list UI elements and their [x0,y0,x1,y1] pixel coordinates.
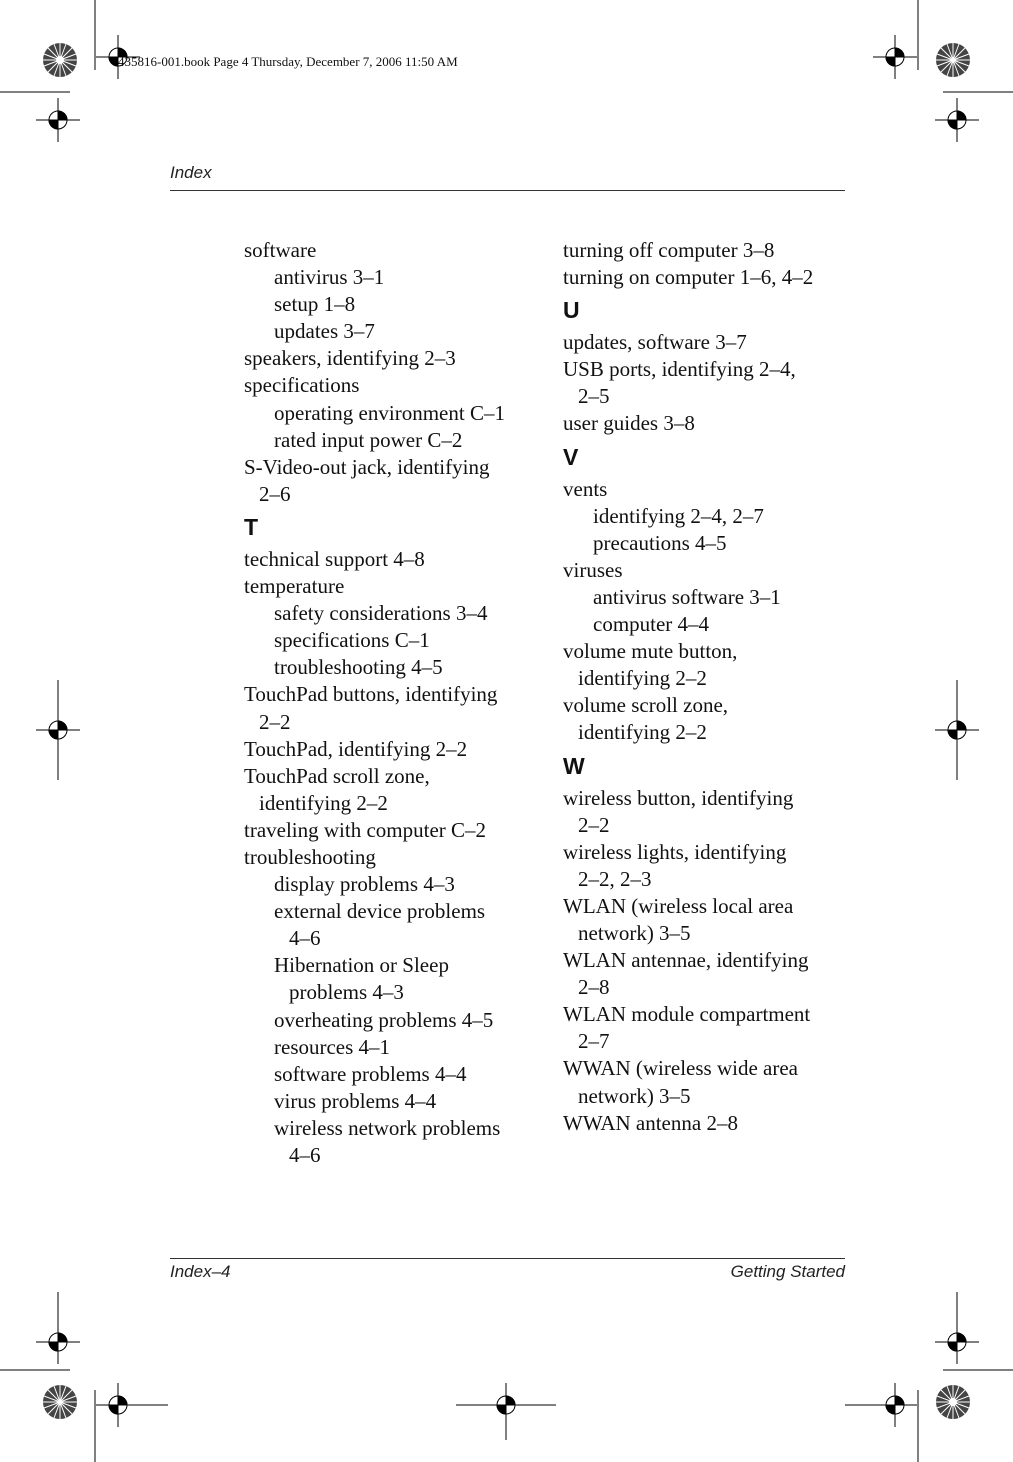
index-entry: S-Video-out jack, identifying [244,454,490,479]
index-entry: TouchPad scroll zone, [244,763,430,788]
index-subentry: rated input power C–2 [274,427,463,452]
index-subentry-continuation: problems 4–3 [289,980,404,1005]
index-entry: WLAN antennae, identifying [563,948,809,973]
index-entry-continuation: network) 3–5 [578,920,691,945]
header-rule [170,190,845,191]
index-subentry: safety considerations 3–4 [274,601,488,626]
index-subentry-continuation: 4–6 [289,926,321,951]
starburst-mark [43,43,77,77]
index-subentry: overheating problems 4–5 [274,1007,494,1032]
index-subentry: specifications C–1 [274,628,430,653]
index-subentry: display problems 4–3 [274,872,455,897]
registration-mark [935,98,979,142]
index-entry: updates, software 3–7 [563,330,747,355]
registration-mark [36,98,80,142]
index-subentry: troubleshooting 4–5 [274,655,443,680]
registration-mark [456,1383,556,1440]
index-subentry: computer 4–4 [593,612,710,637]
index-subentry: resources 4–1 [274,1034,391,1059]
section-letter-t: T [244,513,259,540]
index-entry-continuation: 2–2, 2–3 [578,866,652,891]
index-subentry: antivirus software 3–1 [593,584,781,609]
index-subentry: operating environment C–1 [274,400,505,425]
index-entry: turning off computer 3–8 [563,238,775,262]
section-letter-v: V [563,443,579,470]
registration-mark [36,1292,80,1364]
index-entry-continuation: 2–5 [578,384,610,409]
index-entry: specifications [244,373,360,398]
index-entry: WWAN (wireless wide area [563,1056,798,1081]
index-subentry: software problems 4–4 [274,1061,467,1086]
index-entry: TouchPad buttons, identifying [244,682,498,707]
index-entry: user guides 3–8 [563,411,695,436]
registration-mark [935,1292,979,1364]
footer-rule [170,1258,845,1259]
index-entry: volume mute button, [563,639,738,664]
section-letter-w: W [563,752,585,779]
index-entry-continuation: 2–2 [578,812,610,837]
index-entry-continuation: 2–6 [259,481,291,506]
index-entry: speakers, identifying 2–3 [244,346,456,371]
index-entry: USB ports, identifying 2–4, [563,357,796,382]
registration-mark [935,680,979,780]
page-number: Index–4 [170,1262,231,1281]
index-entry: TouchPad, identifying 2–2 [244,736,468,761]
index-subentry-continuation: 4–6 [289,1143,321,1167]
index-entry: volume scroll zone, [563,693,729,718]
index-entry: troubleshooting [244,844,376,869]
book-title: Getting Started [730,1262,845,1281]
starburst-mark [43,1385,77,1419]
index-entry: temperature [244,574,345,599]
index-entry: software [244,238,317,262]
print-slug: 435816-001.book Page 4 Thursday, December 7, 2006 11:50 AM [118,54,458,69]
index-entry: wireless lights, identifying [563,839,787,864]
index-entry-continuation: identifying 2–2 [259,790,388,815]
index-entry: traveling with computer C–2 [244,817,487,842]
index-entry: viruses [563,557,623,582]
index-entry: WLAN (wireless local area [563,893,794,918]
index-subentry: external device problems [274,899,486,924]
index-subentry: identifying 2–4, 2–7 [593,503,764,528]
index-subentry: setup 1–8 [274,292,356,317]
registration-mark [845,1383,917,1427]
index-entry: wireless button, identifying [563,785,794,810]
index-subentry: wireless network problems [274,1115,501,1140]
index-entry: vents [563,476,608,501]
index-entry: technical support 4–8 [244,546,425,571]
index-entry: WLAN module compartment [563,1002,811,1027]
index-column-left [244,237,534,1169]
starburst-mark [936,43,970,77]
index-subentry: antivirus 3–1 [274,265,385,290]
index-entry-continuation: network) 3–5 [578,1083,691,1108]
running-header: Index [170,163,212,182]
registration-mark [36,680,80,780]
index-subentry: precautions 4–5 [593,530,727,555]
index-column-right [563,237,853,1137]
index-entry: turning on computer 1–6, 4–2 [563,265,814,290]
index-subentry: virus problems 4–4 [274,1088,437,1113]
index-entry-continuation: 2–7 [578,1029,610,1054]
index-entry-continuation: 2–8 [578,975,610,1000]
registration-mark [873,35,917,79]
section-letter-u: U [563,297,580,324]
starburst-mark [936,1385,970,1419]
index-entry-continuation: identifying 2–2 [578,720,707,745]
index-entry-continuation: identifying 2–2 [578,666,707,691]
index-entry: WWAN antenna 2–8 [563,1110,738,1135]
index-entry-continuation: 2–2 [259,709,291,734]
index-subentry: updates 3–7 [274,319,375,344]
registration-mark [96,1383,168,1427]
index-subentry: Hibernation or Sleep [274,953,449,978]
